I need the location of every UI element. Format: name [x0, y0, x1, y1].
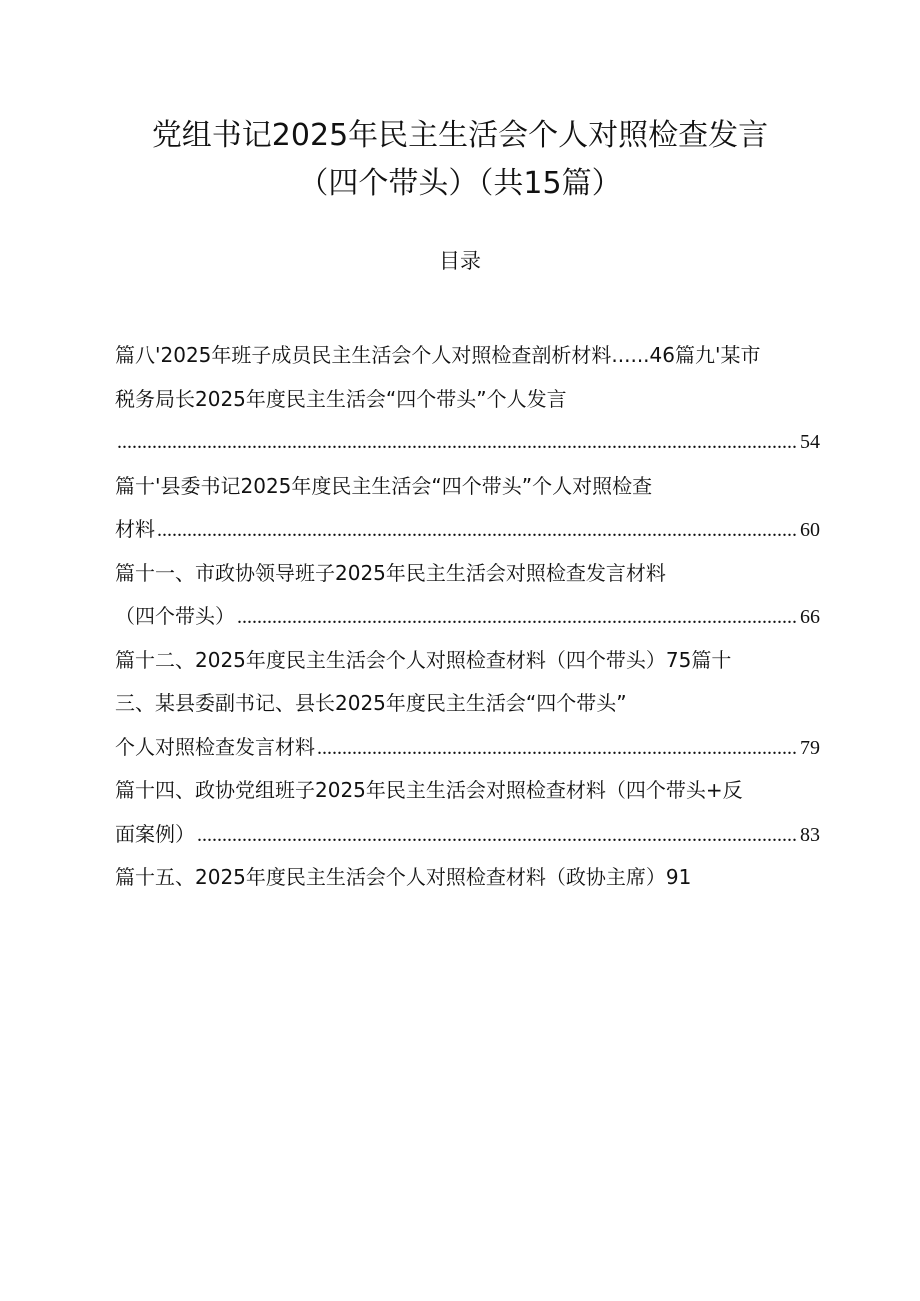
page-number: 83: [800, 823, 820, 846]
dot-leader: [157, 509, 798, 552]
toc-entry-text: 面案例）: [115, 821, 195, 846]
title-line-1: 党组书记2025年民主生活会个人对照检查发言: [151, 118, 769, 153]
toc-line-6: 篇十一、市政协领导班子2025年民主生活会对照检查发言材料: [115, 560, 666, 585]
toc-heading: 目录: [439, 249, 481, 273]
toc-line-3: [115, 421, 820, 465]
page-number: 66: [800, 606, 820, 628]
toc-entry-text: 个人对照检查发言材料: [115, 734, 315, 759]
document-title: [0, 112, 920, 208]
toc-line-11: 篇十四、政协党组班子2025年民主生活会对照检查材料（四个带头+反: [115, 778, 743, 802]
toc-entry-text: （四个带头）: [115, 604, 235, 628]
toc-line-9: 三、某县委副书记、县长2025年度民主生活会“四个带头”: [115, 691, 627, 715]
toc-line-7: [115, 595, 820, 639]
toc-line-2: 税务局长2025年度民主生活会“四个带头”个人发言: [115, 386, 567, 411]
dot-leader: [317, 727, 798, 770]
toc-line-1: 篇八'2025年班子成员民主生活会个人对照检查剖析材料......46篇九'某市: [115, 343, 761, 367]
toc-line-10: [115, 726, 820, 770]
dot-leader: [117, 421, 798, 465]
dot-leader: [237, 596, 798, 639]
title-line-2: （四个带头）（共15篇）: [298, 166, 622, 201]
page-number: 60: [800, 519, 820, 541]
page-number: 79: [800, 736, 820, 759]
table-of-contents: [115, 334, 820, 900]
dot-leader: [197, 814, 798, 857]
toc-line-4: 篇十'县委书记2025年度民主生活会“四个带头”个人对照检查: [115, 473, 653, 498]
page-number: 54: [800, 431, 820, 453]
toc-line-8: 篇十二、2025年度民主生活会个人对照检查材料（四个带头）75篇十: [115, 647, 732, 672]
toc-line-12: [115, 813, 820, 857]
toc-line-13: 篇十五、2025年度民主生活会个人对照检查材料（政协主席）91: [115, 865, 692, 889]
toc-entry-text: 材料: [115, 517, 155, 541]
toc-line-5: [115, 508, 820, 552]
